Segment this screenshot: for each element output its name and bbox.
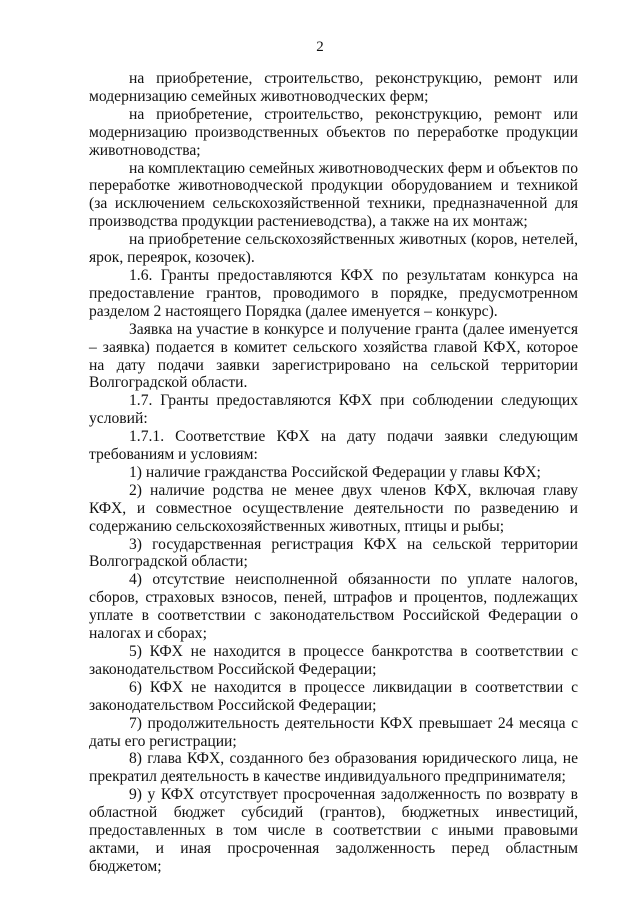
list-item-4: 4) отсутствие неисполненной обязанности по уплате налогов, сборов, страховых взносов, пеней, штрафов и процентов, подлежащих уплате в соответствии с законодательством Российской Федерации о налогах и сборах; <box>89 571 578 643</box>
paragraph-equipment: на комплектацию семейных животноводческих ферм и объектов по переработке животноводческой продукции оборудованием и техникой (за исключением сельскохозяйственной техники, предназначенной для производства продукции растениеводства), а также на их монтаж; <box>89 159 578 231</box>
paragraph-livestock-purchase: на приобретение сельскохозяйственных животных (коров, нетелей, ярок, переярок, козочек). <box>89 231 578 267</box>
paragraph-section-1-6: 1.6. Гранты предоставляются КФХ по результатам конкурса на предоставление грантов, проводимого в порядке, предусмотренном разделом 2 настоящего Порядка (далее именуется – конкурс). <box>89 266 578 320</box>
list-item-8: 8) глава КФХ, созданного без образования юридического лица, не прекратил деятельность в качестве индивидуального предпринимателя; <box>89 750 578 786</box>
paragraph-section-1-7-1: 1.7.1. Соответствие КФХ на дату подачи заявки следующим требованиям и условиям: <box>89 428 578 464</box>
list-item-3: 3) государственная регистрация КФХ на сельской территории Волгоградской области; <box>89 535 578 571</box>
list-item-5: 5) КФХ не находится в процессе банкротства в соответствии с законодательством Российской Федерации; <box>89 643 578 678</box>
document-body <box>89 70 578 876</box>
paragraph-section-1-7: 1.7. Гранты предоставляются КФХ при соблюдении следующих условий: <box>89 392 578 428</box>
list-item-9: 9) у КФХ отсутствует просроченная задолженность по возврату в областной бюджет субсидий (грантов), бюджетных инвестиций, предоставленных в том числе в соответствии с иными правовыми актами, и иная просроченная задолженность перед областным бюджетом; <box>89 786 578 875</box>
paragraph-farm-acquisition: на приобретение, строительство, реконструкцию, ремонт или модернизацию семейных животноводческих ферм; <box>89 70 578 105</box>
list-item-1: 1) наличие гражданства Российской Федерации у главы КФХ; <box>129 463 541 481</box>
list-item-2: 2) наличие родства не менее двух членов КФХ, включая главу КФХ, и совместное осуществление деятельности по разведению и содержанию сельскохозяйственных животных, птицы и рыбы; <box>89 481 578 535</box>
paragraph-processing-facilities: на приобретение, строительство, реконструкцию, ремонт или модернизацию производственных объектов по переработке продукции животноводства; <box>89 105 578 159</box>
page-number: 2 <box>316 39 324 55</box>
list-item-7: 7) продолжительность деятельности КФХ превышает 24 месяца с даты его регистрации; <box>89 714 578 750</box>
list-item-6: 6) КФХ не находится в процессе ликвидации в соответствии с законодательством Российской Федерации; <box>89 678 578 714</box>
paragraph-application: Заявка на участие в конкурсе и получение гранта (далее именуется – заявка) подается в комитет сельского хозяйства главой КФХ, которое на дату подачи заявки зарегистрировано на сельской территории Волгоградской области. <box>89 320 578 392</box>
